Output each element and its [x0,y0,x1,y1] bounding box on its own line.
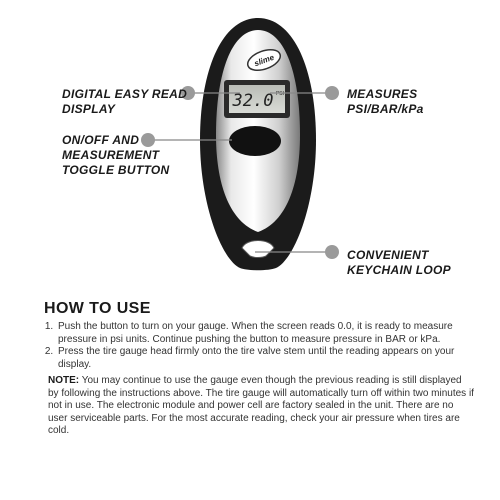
lcd-display [224,80,290,118]
toggle-button[interactable] [229,126,281,156]
how-to-use-section [44,300,474,438]
callout-display: DIGITAL EASY READ DISPLAY [62,87,188,116]
lcd-unit: PSI [275,91,285,97]
how-to-use-title: HOW TO USE [44,300,151,317]
note-paragraph [48,375,474,438]
instruction-step: 2. Press the tire gauge head firmly onto the tire valve stem until the reading appears on your display. [56,346,474,371]
instruction-step: 1. Push the button to turn on your gauge. When the screen reads 0.0, it is ready to measure pressure in psi units. Continue pushing the button to measure pressure in BAR or kPa. [56,321,474,346]
instructions-list [44,321,474,371]
lcd-value: 32.0 [232,91,274,111]
brand-text: slime [253,52,276,69]
callout-loop: CONVENIENT KEYCHAIN LOOP [347,248,451,277]
callout-dot-loop [325,245,339,259]
note-text: You may continue to use the gauge even though the previous reading is still displayed by following the instructions above. The tire gauge will automatically turn off within two minutes if not in use. The electronic module and power cell are factory sealed in the unit. There are no user serviceable parts. For the most accurate reading, check your air pressure when tires are cold. [48,375,474,436]
note-label: NOTE: [48,375,80,386]
callout-button: ON/OFF AND MEASUREMENT TOGGLE BUTTON [62,133,170,177]
callout-measures: MEASURES PSI/BAR/kPa [347,87,424,116]
callout-dot-measures [325,86,339,100]
